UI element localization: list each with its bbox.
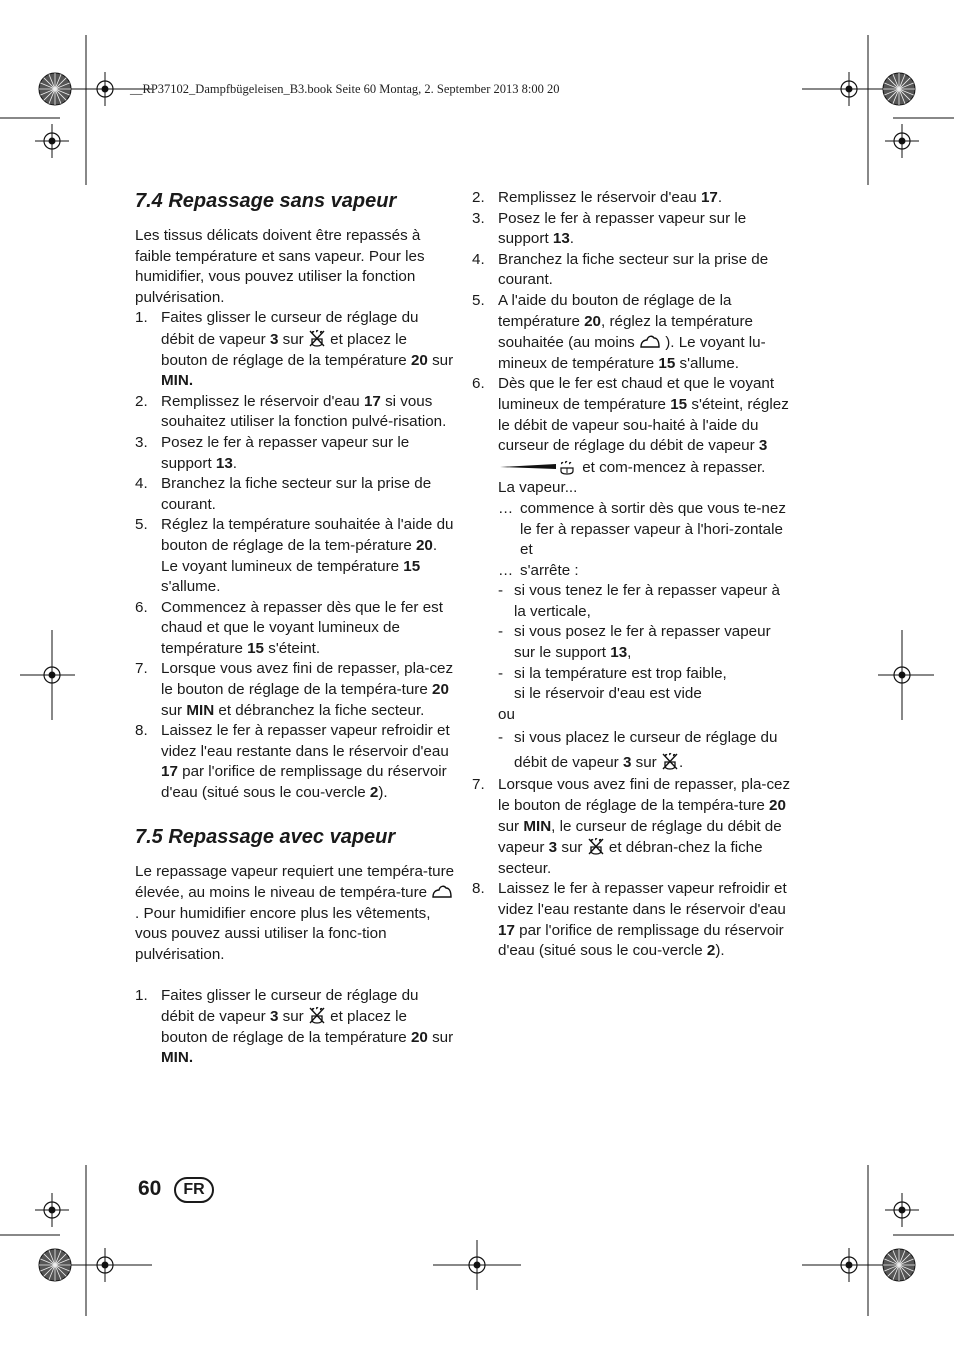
steps-list xyxy=(135,986,455,1069)
steam-note: La vapeur... xyxy=(498,479,578,497)
list-item: - si la température est trop faible, si le réservoir d'eau est vide xyxy=(498,664,727,703)
section-heading: 7.5 Repassage avec vapeur xyxy=(135,825,396,848)
list-item: … commence à sortir dès que vous te-nez le fer à repasser vapeur à l'hori-zontale et xyxy=(498,499,786,559)
condition-list xyxy=(498,725,794,775)
no-steam-icon xyxy=(661,752,679,770)
print-header-line: __RP37102_Dampfbügeleisen_B3.book Seite 60 Montag, 2. September 2013 8:00 20 xyxy=(130,82,560,96)
list-item: 1. Faites glisser le curseur de réglage du débit de vapeur 3 sur et placez le bouton de réglage de la température 20 sur MIN. xyxy=(135,986,454,1067)
list-item: 2. Remplissez le réservoir d'eau 17. xyxy=(472,189,723,206)
no-steam-icon xyxy=(308,329,326,347)
steps-list xyxy=(472,188,794,962)
language-badge: FR xyxy=(174,1177,214,1203)
list-item: 4. Branchez la fiche secteur sur la prise de courant. xyxy=(135,475,432,513)
list-item: 5. A l'aide du bouton de réglage de la température 20, réglez la température souhaitée (au moins ). Le voyant lu-mineux de température 15 s'allume. xyxy=(472,291,766,372)
no-steam-icon xyxy=(587,837,605,855)
page-number: 60 xyxy=(138,1177,162,1200)
no-steam-icon xyxy=(308,1006,326,1024)
temperature-level-icon xyxy=(431,882,453,900)
list-item: 2. Remplissez le réservoir d'eau 17 si vous souhaitez utiliser la fonction pulvé-risation. xyxy=(135,392,447,431)
condition-list xyxy=(498,581,794,705)
list-item: - si vous placez le curseur de réglage du débit de vapeur 3 sur . xyxy=(498,729,778,772)
list-item: 1. Faites glisser le curseur de réglage du débit de vapeur 3 sur et placez le bouton de réglage de la température 20 sur MIN. xyxy=(135,309,454,390)
list-item: 4. Branchez la fiche secteur sur la prise de courant. xyxy=(472,250,769,289)
list-item: - si vous posez le fer à repasser vapeur sur le support 13, xyxy=(498,623,771,662)
section-intro: Les tissus délicats doivent être repassés à faible température et sans vapeur. Pour les humidifier, vous pouvez utiliser la fonction pulvérisation. xyxy=(135,227,425,306)
list-item: 3. Posez le fer à repasser vapeur sur le support 13. xyxy=(472,209,747,248)
steam-slider-icon xyxy=(498,457,578,475)
right-column xyxy=(472,188,794,962)
list-item: 8. Laissez le fer à repasser vapeur refroidir et videz l'eau restante dans le réservoir d'eau 17 par l'orifice de remplissage du réservoir d'eau (situé sous le cou-vercle 2). xyxy=(472,880,787,960)
list-item: 7. Lorsque vous avez fini de repasser, pla-cez le bouton de réglage de la tempéra-ture 20 sur MIN et débranchez la fiche secteur. xyxy=(135,660,454,719)
list-item: … s'arrête : xyxy=(498,561,579,579)
section-heading: 7.4 Repassage sans vapeur xyxy=(135,190,397,212)
list-item: 8. Laissez le fer à repasser vapeur refroidir et videz l'eau restante dans le réservoir d'eau 17 par l'orifice de remplissage du réservoir d'eau (situé sous le cou-vercle 2). xyxy=(135,722,450,802)
list-item: 6. Commencez à repasser dès que le fer est chaud et que le voyant lumineux de température 15 s'éteint. xyxy=(135,598,443,657)
left-column xyxy=(135,188,455,1069)
steps-list xyxy=(135,308,455,803)
or-text: ou xyxy=(498,705,515,723)
list-item: - si vous tenez le fer à repasser vapeur à la verticale, xyxy=(498,582,780,620)
list-item: 6. Dès que le fer est chaud et que le voyant lumineux de température 15 s'éteint, réglez le débit de vapeur sou-haité à l'aide du curseur de réglage du débit de vapeur 3 et com-mencez à repasser. La vapeur... … commence à sortir dès que vous te-nez le fer à repasser vapeur à l'hori-zontale et … s'arrête : - si vous tenez le fer à repasser vapeur à la verticale, - si vous posez le fer à repasser vapeur sur le support 13, - si la température est trop faible, si le réservoir d'eau est vide ou - si vous placez le curseur de réglage du débit de vapeur 3 sur . xyxy=(472,374,794,775)
section-intro: Le repassage vapeur requiert une tempéra-ture élevée, au moins le niveau de tempéra-ture . Pour humidifier encore plus les vêtements, vous pouvez aussi utiliser la fonc-tion pulvérisation. xyxy=(135,862,455,963)
list-item: 7. Lorsque vous avez fini de repasser, pla-cez le bouton de réglage de la tempéra-ture 20 sur MIN, le curseur de réglage du débit de vapeur 3 sur et débran-chez la fiche secteur. xyxy=(472,776,791,877)
temperature-level-icon xyxy=(639,332,661,350)
list-item: 3. Posez le fer à repasser vapeur sur le support 13. xyxy=(135,433,410,472)
list-item: 5. Réglez la température souhaitée à l'aide du bouton de réglage de la tem-pérature 20. Le voyant lumineux de température 15 s'allume. xyxy=(135,516,454,596)
